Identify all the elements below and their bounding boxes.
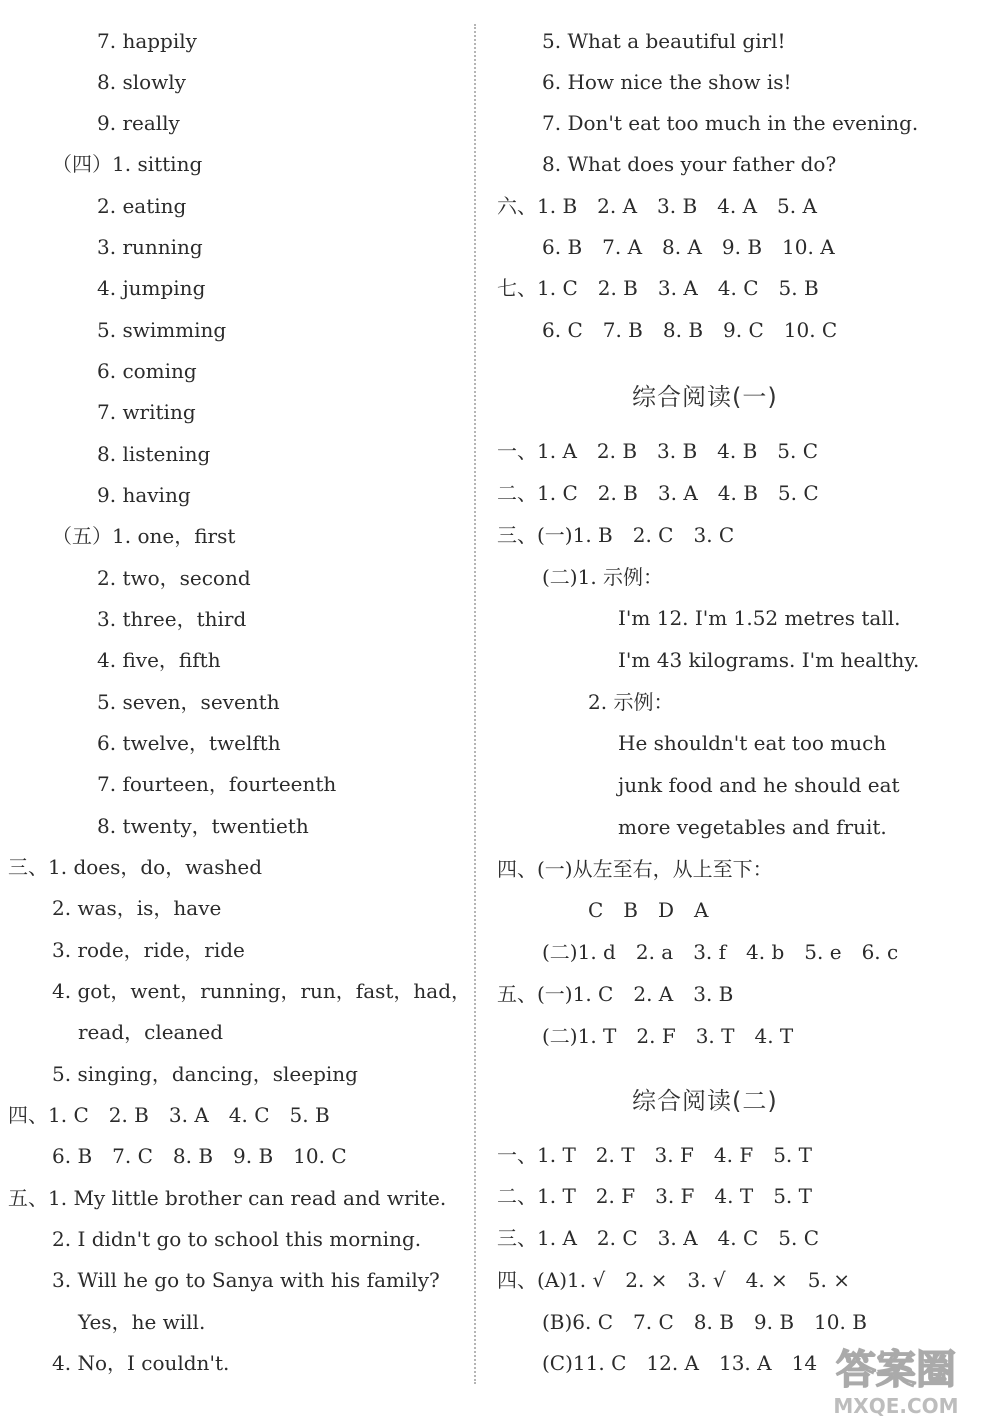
answer-line: 二、1. C 2. B 3. A 4. B 5. C bbox=[497, 481, 819, 505]
answer-line: I'm 43 kilograms. I'm healthy. bbox=[618, 648, 920, 672]
section-heading: 综合阅读(二) bbox=[632, 1087, 778, 1115]
answer-line: 四、(一)从左至右，从上至下： bbox=[497, 857, 773, 881]
answer-line: 5. singing，dancing，sleeping bbox=[52, 1062, 358, 1086]
answer-line: 三、1. A 2. C 3. A 4. C 5. C bbox=[497, 1226, 819, 1250]
answer-line: 2. eating bbox=[97, 194, 187, 218]
answer-line: more vegetables and fruit. bbox=[618, 815, 887, 839]
section-heading: 综合阅读(一) bbox=[632, 383, 778, 411]
answer-line: Yes，he will. bbox=[78, 1310, 206, 1334]
answer-line: 9. really bbox=[97, 111, 180, 135]
answer-line: 3. running bbox=[97, 235, 203, 259]
answer-line: 5. swimming bbox=[97, 318, 227, 342]
answer-line: 六、1. B 2. A 3. B 4. A 5. A bbox=[497, 194, 817, 218]
answer-line: 6. twelve，twelfth bbox=[97, 731, 281, 755]
answer-line: 2. was，is，have bbox=[52, 896, 222, 920]
answer-line: 3. three，third bbox=[97, 607, 247, 631]
answer-line: 一、1. T 2. T 3. F 4. F 5. T bbox=[497, 1143, 812, 1167]
answer-line: 9. having bbox=[97, 483, 191, 507]
answer-line: 三、(一)1. B 2. C 3. C bbox=[497, 523, 735, 547]
answer-line: junk food and he should eat bbox=[618, 773, 900, 797]
answer-line: 7. writing bbox=[97, 400, 196, 424]
answer-line: 2. I didn't go to school this morning. bbox=[52, 1227, 422, 1251]
answer-line: 6. How nice the show is! bbox=[542, 70, 792, 94]
answer-line: 4. five，fifth bbox=[97, 648, 221, 672]
answer-line: 二、1. T 2. F 3. F 4. T 5. T bbox=[497, 1184, 812, 1208]
watermark-title: 答案圈 bbox=[836, 1347, 956, 1393]
answer-line: 5. What a beautiful girl! bbox=[542, 29, 786, 53]
answer-line: 5. seven，seventh bbox=[97, 690, 280, 714]
answer-line: 3. Will he go to Sanya with his family? bbox=[52, 1268, 440, 1292]
answer-line: read，cleaned bbox=[78, 1020, 223, 1044]
answer-line: 2. two，second bbox=[97, 566, 251, 590]
answer-line: C B D A bbox=[588, 898, 709, 922]
answer-line: 4. No，I couldn't. bbox=[52, 1351, 230, 1375]
answer-line: (C)11. C 12. A 13. A 14 bbox=[542, 1351, 818, 1375]
answer-line: 8. listening bbox=[97, 442, 211, 466]
answer-line: 一、1. A 2. B 3. B 4. B 5. C bbox=[497, 439, 819, 463]
answer-line: （五）1. one，first bbox=[52, 524, 236, 548]
answer-line: 三、1. does，do，washed bbox=[8, 855, 263, 879]
answer-line: I'm 12. I'm 1.52 metres tall. bbox=[618, 606, 901, 630]
answer-line: 七、1. C 2. B 3. A 4. C 5. B bbox=[497, 276, 819, 300]
answer-line: （四）1. sitting bbox=[52, 152, 203, 176]
answer-line: 四、(A)1. √ 2. × 3. √ 4. × 5. × bbox=[497, 1268, 851, 1292]
column-divider bbox=[474, 24, 476, 1384]
answer-line: 8. slowly bbox=[97, 70, 186, 94]
answer-line: 五、(一)1. C 2. A 3. B bbox=[497, 982, 734, 1006]
answer-line: 6. coming bbox=[97, 359, 197, 383]
answer-line: 2. 示例： bbox=[588, 690, 674, 714]
answer-line: 四、1. C 2. B 3. A 4. C 5. B bbox=[8, 1103, 330, 1127]
answer-line: (二)1. T 2. F 3. T 4. T bbox=[542, 1024, 794, 1048]
answer-line: (B)6. C 7. C 8. B 9. B 10. B bbox=[542, 1310, 867, 1334]
answer-line: 6. B 7. C 8. B 9. B 10. C bbox=[52, 1144, 347, 1168]
answer-line: 6. B 7. A 8. A 9. B 10. A bbox=[542, 235, 835, 259]
answer-line: 五、1. My little brother can read and write. bbox=[8, 1186, 447, 1210]
answer-line: 4. got，went，running，run，fast，had， bbox=[52, 979, 472, 1003]
answer-line: (二)1. 示例： bbox=[542, 565, 664, 589]
watermark-logo bbox=[806, 1337, 986, 1421]
answer-line: 7. Don't eat too much in the evening. bbox=[542, 111, 919, 135]
answer-line: 7. fourteen，fourteenth bbox=[97, 772, 337, 796]
answer-line: 7. happily bbox=[97, 29, 197, 53]
answer-line: 4. jumping bbox=[97, 276, 206, 300]
answer-line: 8. What does your father do? bbox=[542, 152, 837, 176]
answer-line: 8. twenty，twentieth bbox=[97, 814, 309, 838]
answer-line: He shouldn't eat too much bbox=[618, 731, 887, 755]
answer-line: 3. rode，ride，ride bbox=[52, 938, 245, 962]
watermark-url: MXQE.COM bbox=[833, 1394, 959, 1418]
answer-line: (二)1. d 2. a 3. f 4. b 5. e 6. c bbox=[542, 940, 899, 964]
answer-line: 6. C 7. B 8. B 9. C 10. C bbox=[542, 318, 838, 342]
